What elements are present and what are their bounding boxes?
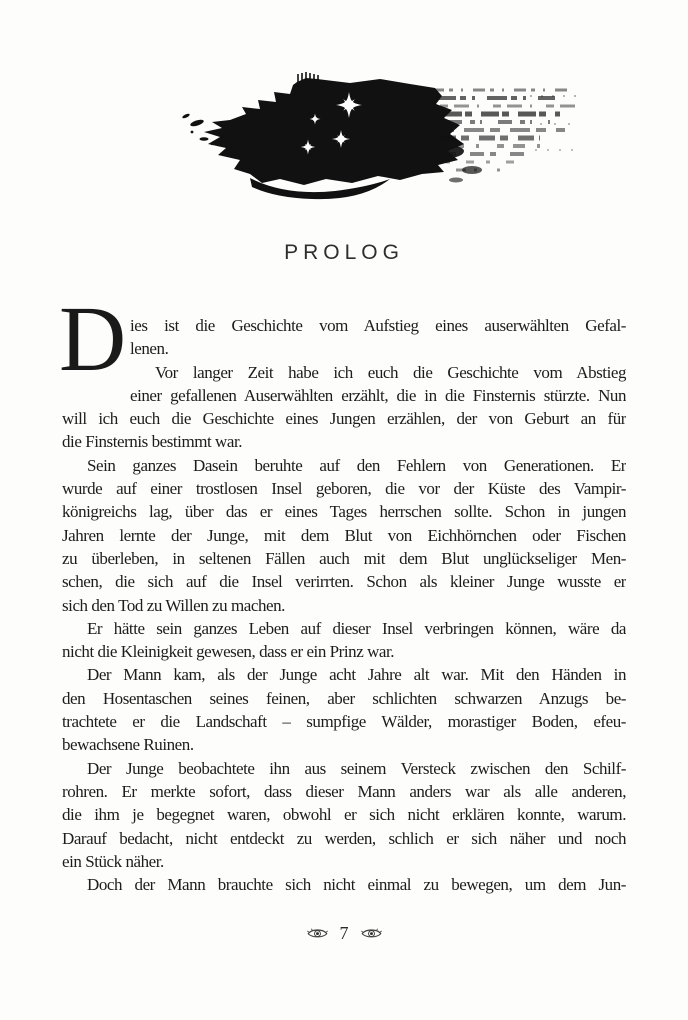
text-line: sich den Tod zu Willen zu machen. [62, 595, 285, 615]
text-line: Er hätte sein ganzes Leben auf dieser Insel verbringen können, wäre da [87, 618, 626, 638]
drop-cap: D [59, 288, 126, 391]
text-line: bewachsene Ruinen. [62, 735, 194, 755]
text-line: schen, die sich auf die Insel verirrten. Schon als kleiner Junge wusste er [62, 572, 626, 592]
page-footer [0, 924, 688, 942]
text-line: will ich euch die Geschichte eines Jungen erzählen, der von Geburt an für [62, 409, 626, 429]
text-line: Der Junge beobachtete ihn aus seinem Versteck zwischen den Schilf- [87, 758, 626, 778]
text-line: Jahren lernte der Junge, mit dem Blut von Eichhörnchen oder Fischen [62, 525, 626, 545]
text-line: Sein ganzes Dasein beruhte auf den Fehlern von Generationen. Er [87, 455, 626, 475]
text-line: einer gefallenen Auserwählten erzählt, die in die Finsternis stürzte. Nun [130, 385, 626, 405]
text-line: den Hosentaschen seines feinen, aber schlichten schwarzen Anzugs be- [62, 688, 626, 708]
page-number: 7 [339, 923, 349, 943]
body-text [59, 288, 626, 896]
paragraph [62, 314, 626, 361]
paragraph [62, 617, 626, 664]
text-line: die ihm je begegnet waren, obwohl er sich nicht erklären konnte, warum. [62, 805, 626, 825]
eye-icon [306, 926, 329, 940]
text-line: die Finsternis bestimmt war. [62, 432, 243, 452]
text-line: königreichs lag, über das er eines Tages herrschen sollte. Schon in jungen [62, 502, 626, 522]
text-line: rohren. Er merkte sofort, dass dieser Mann anders war als alle anderen, [62, 781, 626, 801]
text-line: ein Stück näher. [62, 851, 164, 871]
paragraph [62, 663, 626, 756]
paragraph [62, 454, 626, 617]
ink-brush-stroke-illustration [100, 52, 600, 222]
text-line: Vor langer Zeit habe ich euch die Geschichte vom Abstieg [155, 362, 626, 382]
paragraphs-container [62, 314, 626, 896]
text-line: lenen. [130, 339, 169, 359]
paragraph [62, 361, 626, 454]
paragraph [62, 873, 626, 896]
text-line: Doch der Mann brauchte sich nicht einmal zu bewegen, um dem Jun- [87, 875, 626, 895]
text-line: Der Mann kam, als der Junge acht Jahre alt war. Mit den Händen in [87, 665, 626, 685]
chapter-heading: PROLOG [284, 241, 404, 264]
paragraph [62, 757, 626, 873]
text-line: Darauf bedacht, nicht entdeckt zu werden, schlich er sich näher und noch [62, 828, 626, 848]
text-line: wurde auf einer trostlosen Insel geboren, die vor der Küste des Vampir- [62, 479, 626, 499]
eye-icon [360, 926, 383, 940]
text-line: nicht die Kleinigkeit gewesen, dass er ein Prinz war. [62, 642, 395, 662]
text-line: ies ist die Geschichte vom Aufstieg eines auserwählten Gefal- [130, 316, 626, 335]
text-line: zu überleben, in seltenen Fällen auch mit dem Blut unglückseliger Men- [62, 548, 626, 568]
text-line: trachtete er die Landschaft – sumpfige Wälder, morastiger Boden, efeu- [62, 712, 626, 732]
